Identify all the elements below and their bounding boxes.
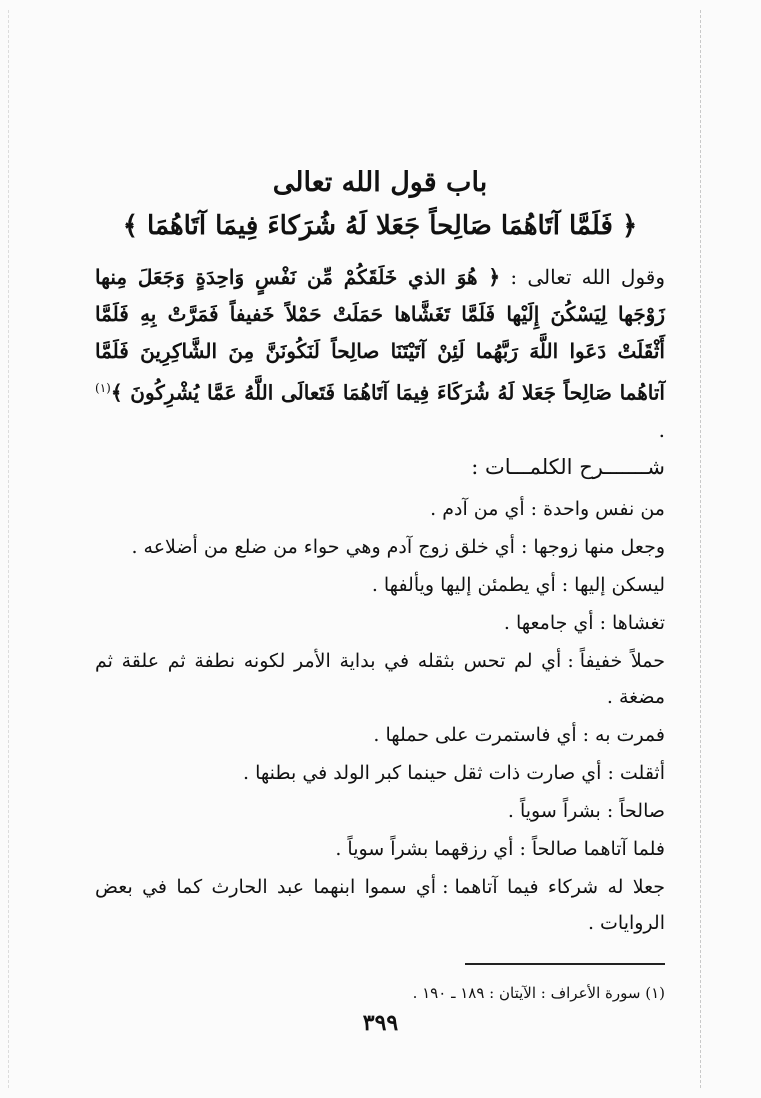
glossary-term: ليسكن إليها xyxy=(574,573,665,596)
book-page xyxy=(95,165,665,1005)
intro-verse xyxy=(95,259,665,449)
glossary-separator: : xyxy=(567,649,574,672)
glossary-term: فلما آتاهما صالحاً xyxy=(531,837,665,860)
glossary-separator: : xyxy=(606,799,614,822)
glossary-meaning: أي فاستمرت على حملها . xyxy=(373,723,577,746)
chapter-title: باب قول الله تعالى xyxy=(272,167,488,198)
glossary-term: حملاً خفيفاً xyxy=(579,649,665,672)
footnote-divider xyxy=(465,963,665,965)
glossary-item xyxy=(95,793,665,829)
glossary-item xyxy=(95,643,665,715)
quran-text: ﴿ هُوَ الذي خَلَقَكُمْ مِّن نَفْسٍ وَاحِدَةٍ وَجَعَلَ مِنها زَوْجَها لِيَسْكُنَ إِلَيْها فَلَمَّا تَغَشَّاها حَمَلَتْ حَمْلاً خَفيفاً فَمَرَّتْ بِهِ فَلَمَّا أَثْقَلَتْ دَعَوا اللَّهَ رَبَّهُما لَئِنْ آتَيْتَنَا صالِحاً لَنَكُونَنَّ مِنَ الشَّاكِرِينَ فَلَمَّا آتاهُما صَالِحاً جَعَلا لَهُ شُرَكَاءَ فِيمَا آتَاهُمَا فَتَعالَى اللَّهُ عَمَّا يُشْرِكُونَ ﴾ xyxy=(95,265,665,405)
footnote: (١) سورة الأعراف : الآيتان : ١٨٩ ـ ١٩٠ . xyxy=(412,983,665,1002)
glossary-item xyxy=(95,717,665,753)
page-edge-right xyxy=(700,10,701,1088)
glossary-separator: : xyxy=(607,761,614,784)
footnote-marker: (١) xyxy=(95,381,111,395)
intro-lead: وقول الله تعالى : xyxy=(500,265,665,289)
glossary-term: فمرت به xyxy=(595,723,665,746)
intro-end: . xyxy=(658,417,665,442)
glossary-meaning: أي خلق زوج آدم وهي حواء من ضلع من أضلاعه . xyxy=(131,535,515,558)
glossary-meaning: أي سموا ابنهما عبد الحارث كما في بعض الروايات . xyxy=(95,875,665,934)
glossary-separator: : xyxy=(561,573,569,596)
glossary-list xyxy=(95,491,665,941)
glossary-meaning: أي يطمئن إليها ويألفها . xyxy=(371,573,556,596)
glossary-heading: شـــــــرح الكلمـــات : xyxy=(471,454,665,479)
glossary-item xyxy=(95,529,665,565)
glossary-separator: : xyxy=(442,875,449,898)
page-number: ٣٩٩ xyxy=(362,1010,399,1036)
glossary-term: من نفس واحدة xyxy=(543,497,665,520)
glossary-separator: : xyxy=(530,497,538,520)
glossary-item xyxy=(95,605,665,641)
glossary-term: أثقلت xyxy=(619,761,665,784)
glossary-meaning: أي جامعها . xyxy=(503,611,594,634)
glossary-item xyxy=(95,831,665,867)
glossary-term: جعلا له شركاء فيما آتاهما xyxy=(454,875,666,898)
glossary-item xyxy=(95,567,665,603)
glossary-separator: : xyxy=(582,723,590,746)
glossary-term: تغشاها xyxy=(611,611,665,634)
glossary-meaning: بشراً سوياً . xyxy=(507,799,601,822)
glossary-separator: : xyxy=(599,611,606,634)
glossary-separator: : xyxy=(519,837,526,860)
glossary-item xyxy=(95,755,665,791)
chapter-verse: ﴿ فَلَمَّا آتَاهُمَا صَالِحاً جَعَلا لَهُ شُرَكاءَ فِيمَا آتَاهُمَا ﴾ xyxy=(122,211,638,241)
glossary-meaning: أي صارت ذات ثقل حينما كبر الولد في بطنها . xyxy=(243,761,602,784)
glossary-term: وجعل منها زوجها xyxy=(533,535,665,558)
glossary-item xyxy=(95,491,665,527)
glossary-meaning: أي رزقهما بشراً سوياً . xyxy=(335,837,514,860)
glossary-term: صالحاً xyxy=(619,799,665,822)
glossary-meaning: أي من آدم . xyxy=(430,497,525,520)
glossary-separator: : xyxy=(520,535,528,558)
glossary-meaning: أي لم تحس بثقله في بداية الأمر لكونه نطفة ثم علقة ثم مضغة . xyxy=(95,649,665,708)
page-edge-left xyxy=(8,10,9,1088)
glossary-item xyxy=(95,869,665,941)
